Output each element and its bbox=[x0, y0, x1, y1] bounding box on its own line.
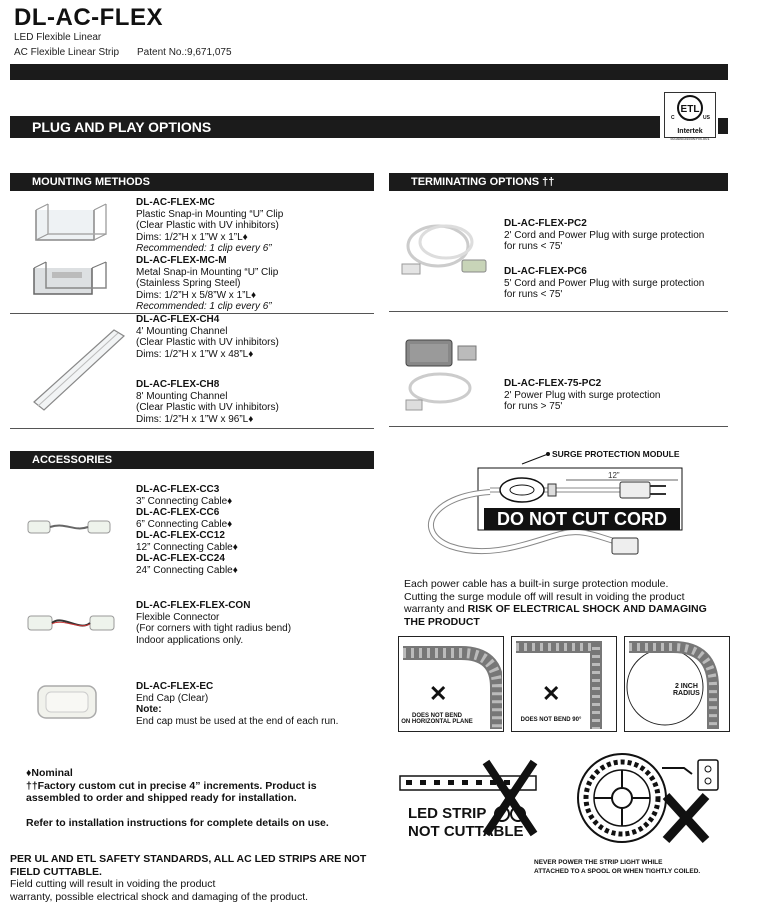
acc-cc12-model: DL-AC-FLEX-CC12 bbox=[136, 530, 225, 541]
surge-leader-line bbox=[522, 454, 548, 464]
bend-caption-1a: DOES NOT BEND bbox=[411, 713, 462, 719]
acc-cc6-model: DL-AC-FLEX-CC6 bbox=[136, 507, 220, 518]
mount-ch8-model: DL-AC-FLEX-CH8 bbox=[136, 379, 220, 390]
mount-ch8-line3: Dims: 1/2”H x 1”W x 96”L♦ bbox=[136, 413, 254, 425]
etl-cert-mark bbox=[664, 92, 716, 141]
mount-mc-line2: (Clear Plastic with UV inhibitors) bbox=[136, 220, 279, 231]
mount-mc-note: Recommended: 1 clip every 6” bbox=[136, 243, 272, 254]
mount-mcm-note: Recommended: 1 clip every 6” bbox=[136, 301, 272, 312]
mount-item-mc bbox=[136, 197, 376, 255]
not-cuttable-line2: NOT CUTTABLE bbox=[408, 823, 524, 840]
do-not-cut-warning: DO NOT CUT CORD bbox=[497, 509, 667, 529]
acc-ec-model: DL-AC-FLEX-EC bbox=[136, 681, 214, 692]
power-cord-image bbox=[398, 212, 494, 288]
spool-warning-graphic bbox=[566, 748, 730, 848]
terminating-bottom-rule bbox=[389, 426, 728, 427]
product-line: AC Flexible Linear Strip bbox=[14, 47, 120, 58]
term-item-pc6 bbox=[504, 266, 734, 301]
surge-module-label: SURGE PROTECTION MODULE bbox=[552, 449, 680, 459]
mounting-bottom-rule bbox=[10, 428, 374, 429]
etl-logo-icon bbox=[665, 93, 715, 123]
mount-mcm-line1: Metal Snap-in Mounting “U” Clip bbox=[136, 266, 279, 278]
mount-item-ch8 bbox=[136, 379, 376, 425]
acc-cc6-desc: 6” Connecting Cable♦ bbox=[136, 518, 233, 530]
mount-ch4-line1: 4' Mounting Channel bbox=[136, 325, 228, 337]
note-refer: Refer to installation instructions for complete details on use. bbox=[26, 816, 329, 829]
bend-panel-horizontal bbox=[398, 636, 504, 732]
bend-panel-90-degree bbox=[511, 636, 617, 732]
surge-text-1: Each power cable has a built-in surge protection module. bbox=[404, 578, 669, 590]
mount-item-mc-m bbox=[136, 255, 376, 313]
cert-bar-end bbox=[718, 118, 728, 134]
acc-flexcon-line3: Indoor applications only. bbox=[136, 634, 244, 646]
spool-warning-2: ATTACHED TO A SPOOL OR WHEN TIGHTLY COILED. bbox=[534, 868, 701, 875]
cert-us-label: US bbox=[703, 115, 710, 121]
accessories-heading: ACCESSORIES bbox=[10, 451, 374, 469]
term-75pc2-model: DL-AC-FLEX-75-PC2 bbox=[504, 378, 602, 389]
term-pc2-line1: 2' Cord and Power Plug with surge protection bbox=[504, 229, 705, 241]
safety-block bbox=[10, 853, 390, 903]
acc-ec-note: End cap must be used at the end of each run. bbox=[136, 715, 339, 727]
acc-ec-line1: End Cap (Clear) bbox=[136, 692, 209, 704]
header-bar bbox=[10, 64, 728, 80]
surge-text-3-bold: RISK OF ELECTRICAL SHOCK AND DAMAGING bbox=[467, 603, 707, 615]
cert-code: 5016853455NYM-001 bbox=[670, 136, 710, 141]
term-item-pc2 bbox=[504, 218, 734, 253]
metal-clip-image bbox=[28, 254, 112, 304]
term-pc2-line2: for runs < 75' bbox=[504, 241, 563, 252]
plastic-clip-image bbox=[28, 198, 110, 250]
acc-flexcon-line2: (For corners with tight radius bend) bbox=[136, 623, 292, 634]
acc-cc3-desc: 3” Connecting Cable♦ bbox=[136, 495, 233, 507]
bend-caption-1b: ON HORIZONTAL PLANE bbox=[401, 719, 473, 725]
mount-ch8-line1: 8' Mounting Channel bbox=[136, 390, 228, 402]
flexible-connector-image bbox=[26, 610, 116, 636]
patent-number: Patent No.:9,671,075 bbox=[137, 47, 232, 58]
plug-play-heading: PLUG AND PLAY OPTIONS bbox=[10, 116, 660, 138]
cert-brand: Intertek bbox=[677, 128, 703, 135]
terminating-divider bbox=[389, 311, 728, 312]
end-cap-image bbox=[34, 680, 100, 724]
note-nominal: ♦Nominal bbox=[26, 767, 73, 779]
safety-bold: PER UL AND ETL SAFETY STANDARDS, ALL AC LED STRIPS ARE NOT FIELD CUTTABLE. bbox=[10, 853, 367, 878]
term-75pc2-line2: for runs > 75' bbox=[504, 401, 563, 412]
mount-item-ch4 bbox=[136, 314, 376, 360]
term-pc6-line2: for runs < 75' bbox=[504, 289, 563, 300]
mount-mc-line1: Plastic Snap-in Mounting “U” Clip bbox=[136, 208, 284, 220]
x-mark-icon: ✕ bbox=[429, 681, 448, 706]
not-cuttable-graphic bbox=[398, 756, 544, 844]
acc-ec-note-label: Note: bbox=[136, 704, 162, 715]
term-pc2-model: DL-AC-FLEX-PC2 bbox=[504, 218, 587, 229]
mount-ch8-line2: (Clear Plastic with UV inhibitors) bbox=[136, 402, 279, 413]
note-factory: ††Factory custom cut in precise 4” increments. Product is assembled to order and shipped ready for installation. bbox=[26, 779, 317, 804]
mount-mc-model: DL-AC-FLEX-MC bbox=[136, 197, 215, 208]
product-subtitle: LED Flexible Linear bbox=[14, 32, 102, 43]
terminating-options-heading: TERMINATING OPTIONS †† bbox=[389, 173, 728, 191]
acc-cc3-model: DL-AC-FLEX-CC3 bbox=[136, 484, 220, 495]
mount-mcm-line2: (Stainless Spring Steel) bbox=[136, 278, 241, 289]
bend-panel-radius bbox=[624, 636, 730, 732]
surge-text-2: Cutting the surge module off will result in voiding the product bbox=[404, 590, 685, 603]
cert-c-label: C bbox=[671, 115, 675, 121]
mount-ch4-line2: (Clear Plastic with UV inhibitors) bbox=[136, 337, 279, 348]
acc-cc24-desc: 24” Connecting Cable♦ bbox=[136, 564, 238, 576]
product-title: DL-AC-FLEX bbox=[14, 4, 163, 31]
outlet-icon bbox=[698, 760, 718, 790]
acc-cc12-desc: 12” Connecting Cable♦ bbox=[136, 541, 238, 553]
bend-radius-label-1: 2 INCH bbox=[674, 683, 698, 690]
mount-mc-line3: Dims: 1/2”H x 1”W x 1”L♦ bbox=[136, 231, 248, 243]
safety-text-2: warranty, possible electrical shock and damaging of the product. bbox=[10, 890, 309, 903]
accessory-flex-con bbox=[136, 600, 376, 646]
notes-block bbox=[26, 767, 356, 829]
mount-ch4-model: DL-AC-FLEX-CH4 bbox=[136, 314, 220, 325]
power-plug-module-image bbox=[396, 326, 496, 416]
x-mark-icon: ✕ bbox=[542, 681, 561, 706]
connecting-cable-image bbox=[26, 516, 112, 538]
spool-warning-text bbox=[534, 858, 734, 876]
acc-flexcon-line1: Flexible Connector bbox=[136, 611, 220, 623]
accessory-end-cap bbox=[136, 681, 376, 727]
acc-flexcon-model: DL-AC-FLEX-FLEX-CON bbox=[136, 600, 251, 611]
surge-text-3: warranty and bbox=[404, 603, 465, 615]
bend-radius-label-2: RADIUS bbox=[673, 690, 700, 697]
safety-text-1: Field cutting will result in voiding the product bbox=[10, 878, 216, 890]
accessory-cables bbox=[136, 484, 376, 576]
mounting-channel-image bbox=[26, 322, 128, 418]
term-item-75-pc2 bbox=[504, 378, 734, 413]
not-cuttable-line1: LED STRIP bbox=[408, 805, 487, 822]
mount-mcm-line3: Dims: 1/2”H x 5/8”W x 1”L♦ bbox=[136, 289, 257, 301]
term-75pc2-line1: 2' Power Plug with surge protection bbox=[504, 389, 661, 401]
mounting-methods-heading: MOUNTING METHODS bbox=[10, 173, 374, 191]
spool-warning-1: NEVER POWER THE STRIP LIGHT WHILE bbox=[534, 859, 663, 866]
svg-text:ETL: ETL bbox=[680, 104, 700, 115]
mount-mcm-model: DL-AC-FLEX-MC-M bbox=[136, 255, 227, 266]
surge-warning-text bbox=[404, 578, 734, 628]
acc-cc24-model: DL-AC-FLEX-CC24 bbox=[136, 553, 225, 564]
term-pc6-model: DL-AC-FLEX-PC6 bbox=[504, 266, 587, 277]
surge-module-diagram bbox=[410, 442, 730, 562]
term-pc6-line1: 5' Cord and Power Plug with surge protection bbox=[504, 277, 705, 289]
mount-ch4-line3: Dims: 1/2”H x 1”W x 48”L♦ bbox=[136, 348, 254, 360]
surge-dim-label: 12” bbox=[608, 471, 620, 480]
surge-text-4-bold: THE PRODUCT bbox=[404, 615, 480, 628]
bend-caption-2: DOES NOT BEND 90° bbox=[520, 717, 582, 723]
